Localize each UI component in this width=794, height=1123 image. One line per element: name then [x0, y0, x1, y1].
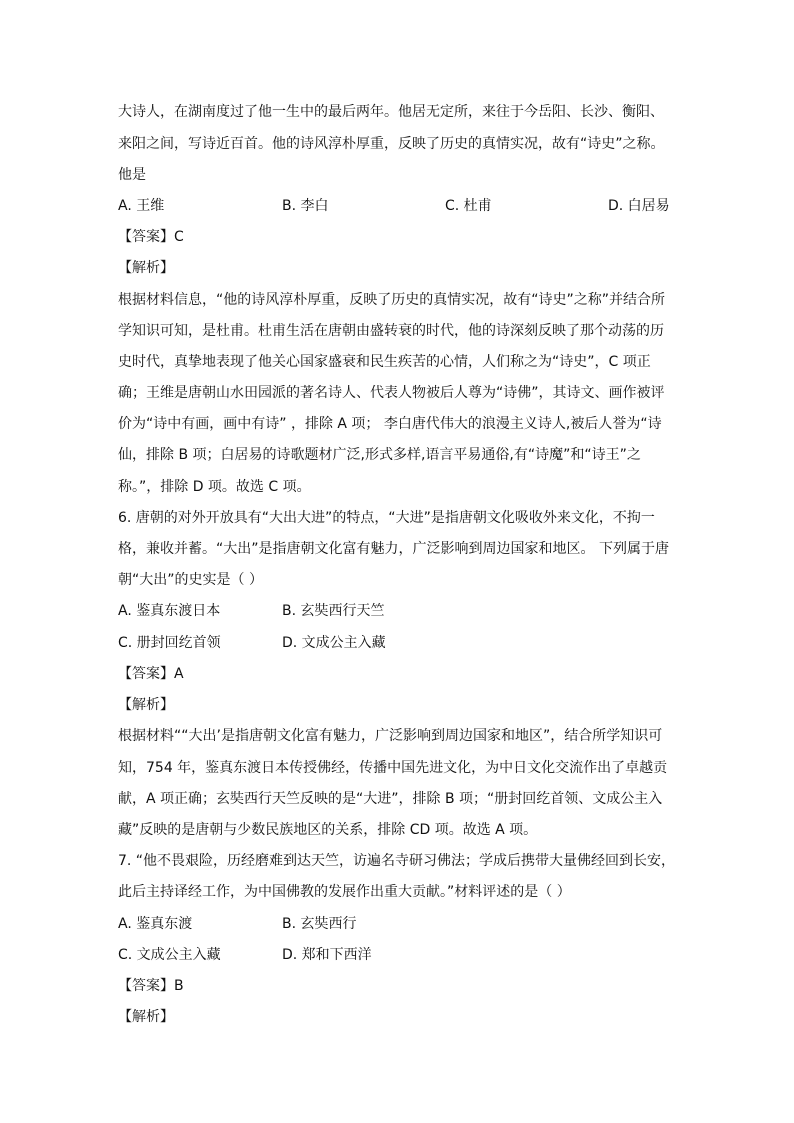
q6-analysis-line-4: 藏”反映的是唐朝与少数民族地区的关系，排除 CD 项。故选 A 项。: [118, 822, 538, 838]
q7-option-a: A. 鉴真东渡: [118, 916, 193, 932]
q7-option-d: D. 郑和下西洋: [282, 947, 372, 963]
q5-stem-line-1: 大诗人，在湖南度过了他一生中的最后两年。他居无定所，来往于今岳阳、长沙、衡阳、: [118, 104, 664, 120]
q5-analysis-line-7: 称。”，排除 D 项。故选 C 项。: [118, 479, 311, 495]
q5-stem-line-2: 来阳之间，写诗近百首。他的诗风淳朴厚重，反映了历史的真情实况，故有“诗史”之称。: [118, 136, 665, 152]
q5-analysis-line-1: 根据材料信息，“他的诗风淳朴厚重，反映了历史的真情实况，故有“诗史”之称”并结合所: [118, 292, 666, 308]
q6-option-b: B. 玄奘西行天竺: [282, 603, 385, 619]
q5-option-d: D. 白居易: [608, 198, 670, 214]
q5-analysis-line-6: 仙，排除 B 项；白居易的诗歌题材广泛,形式多样,语言平易通俗,有“诗魔”和“诗王”之: [118, 447, 641, 463]
q6-analysis-line-1: 根据材料““大出’是指唐朝文化富有魅力，广泛影响到周边国家和地区”，结合所学知识可: [118, 728, 663, 744]
q5-answer: 【答案】C: [118, 229, 184, 245]
q6-option-a: A. 鉴真东渡日本: [118, 603, 221, 619]
q6-analysis-line-3: 献，A 项正确；玄奘西行天竺反映的是“大进”，排除 B 项；“册封回纥首领、文成公主入: [118, 791, 663, 807]
q7-stem-line-1: 7. “他不畏艰险，历经磨难到达天竺，访遍名寺研习佛法；学成后携带大量佛经回到长安，: [118, 853, 676, 869]
q6-analysis-line-2: 知，754 年，鉴真东渡日本传授佛经，传播中国先进文化，为中日文化交流作出了卓越贡: [118, 760, 668, 776]
q6-answer: 【答案】A: [118, 666, 184, 682]
q7-answer: 【答案】B: [118, 978, 184, 994]
q6-stem-line-2: 格，兼收并蓄。“大出”是指唐朝文化富有魅力，广泛影响到周边国家和地区。 下列属于唐: [118, 541, 669, 557]
q7-option-c: C. 文成公主入藏: [118, 947, 221, 963]
q5-stem-line-3: 他是: [118, 167, 146, 183]
q5-analysis-line-4: 确；王维是唐朝山水田园派的著名诗人、代表人物被后人尊为“诗佛”，其诗文、画作被评: [118, 385, 665, 401]
q6-option-c: C. 册封回纥首领: [118, 635, 221, 651]
q6-option-d: D. 文成公主入藏: [282, 635, 386, 651]
q6-stem-line-3: 朝“大出”的史实是（ ）: [118, 572, 263, 588]
q7-analysis-label: 【解析】: [118, 1009, 174, 1025]
q6-stem-line-1: 6. 唐朝的对外开放具有“大出大进”的特点，“大进”是指唐朝文化吸收外来文化，不拘一: [118, 510, 655, 526]
q5-option-a: A. 王维: [118, 198, 165, 214]
q6-analysis-label: 【解析】: [118, 697, 174, 713]
q5-analysis-line-2: 学知识可知，是杜甫。杜甫生活在唐朝由盛转衰的时代，他的诗深刻反映了那个动荡的历: [118, 323, 664, 339]
q7-option-b: B. 玄奘西行: [282, 916, 357, 932]
q5-option-b: B. 李白: [282, 198, 329, 214]
q7-stem-line-2: 此后主持译经工作，为中国佛教的发展作出重大贡献。”材料评述的是（ ）: [118, 884, 571, 900]
q5-analysis-label: 【解析】: [118, 260, 174, 276]
q5-analysis-line-3: 史时代，真挚地表现了他关心国家盛衰和民生疾苦的心情，人们称之为“诗史”，C 项正: [118, 354, 651, 370]
q5-option-c: C. 杜甫: [445, 198, 492, 214]
q5-analysis-line-5: 价为“诗中有画，画中有诗” ，排除 A 项； 李白唐代伟大的浪漫主义诗人,被后人誉为“诗: [118, 416, 662, 432]
